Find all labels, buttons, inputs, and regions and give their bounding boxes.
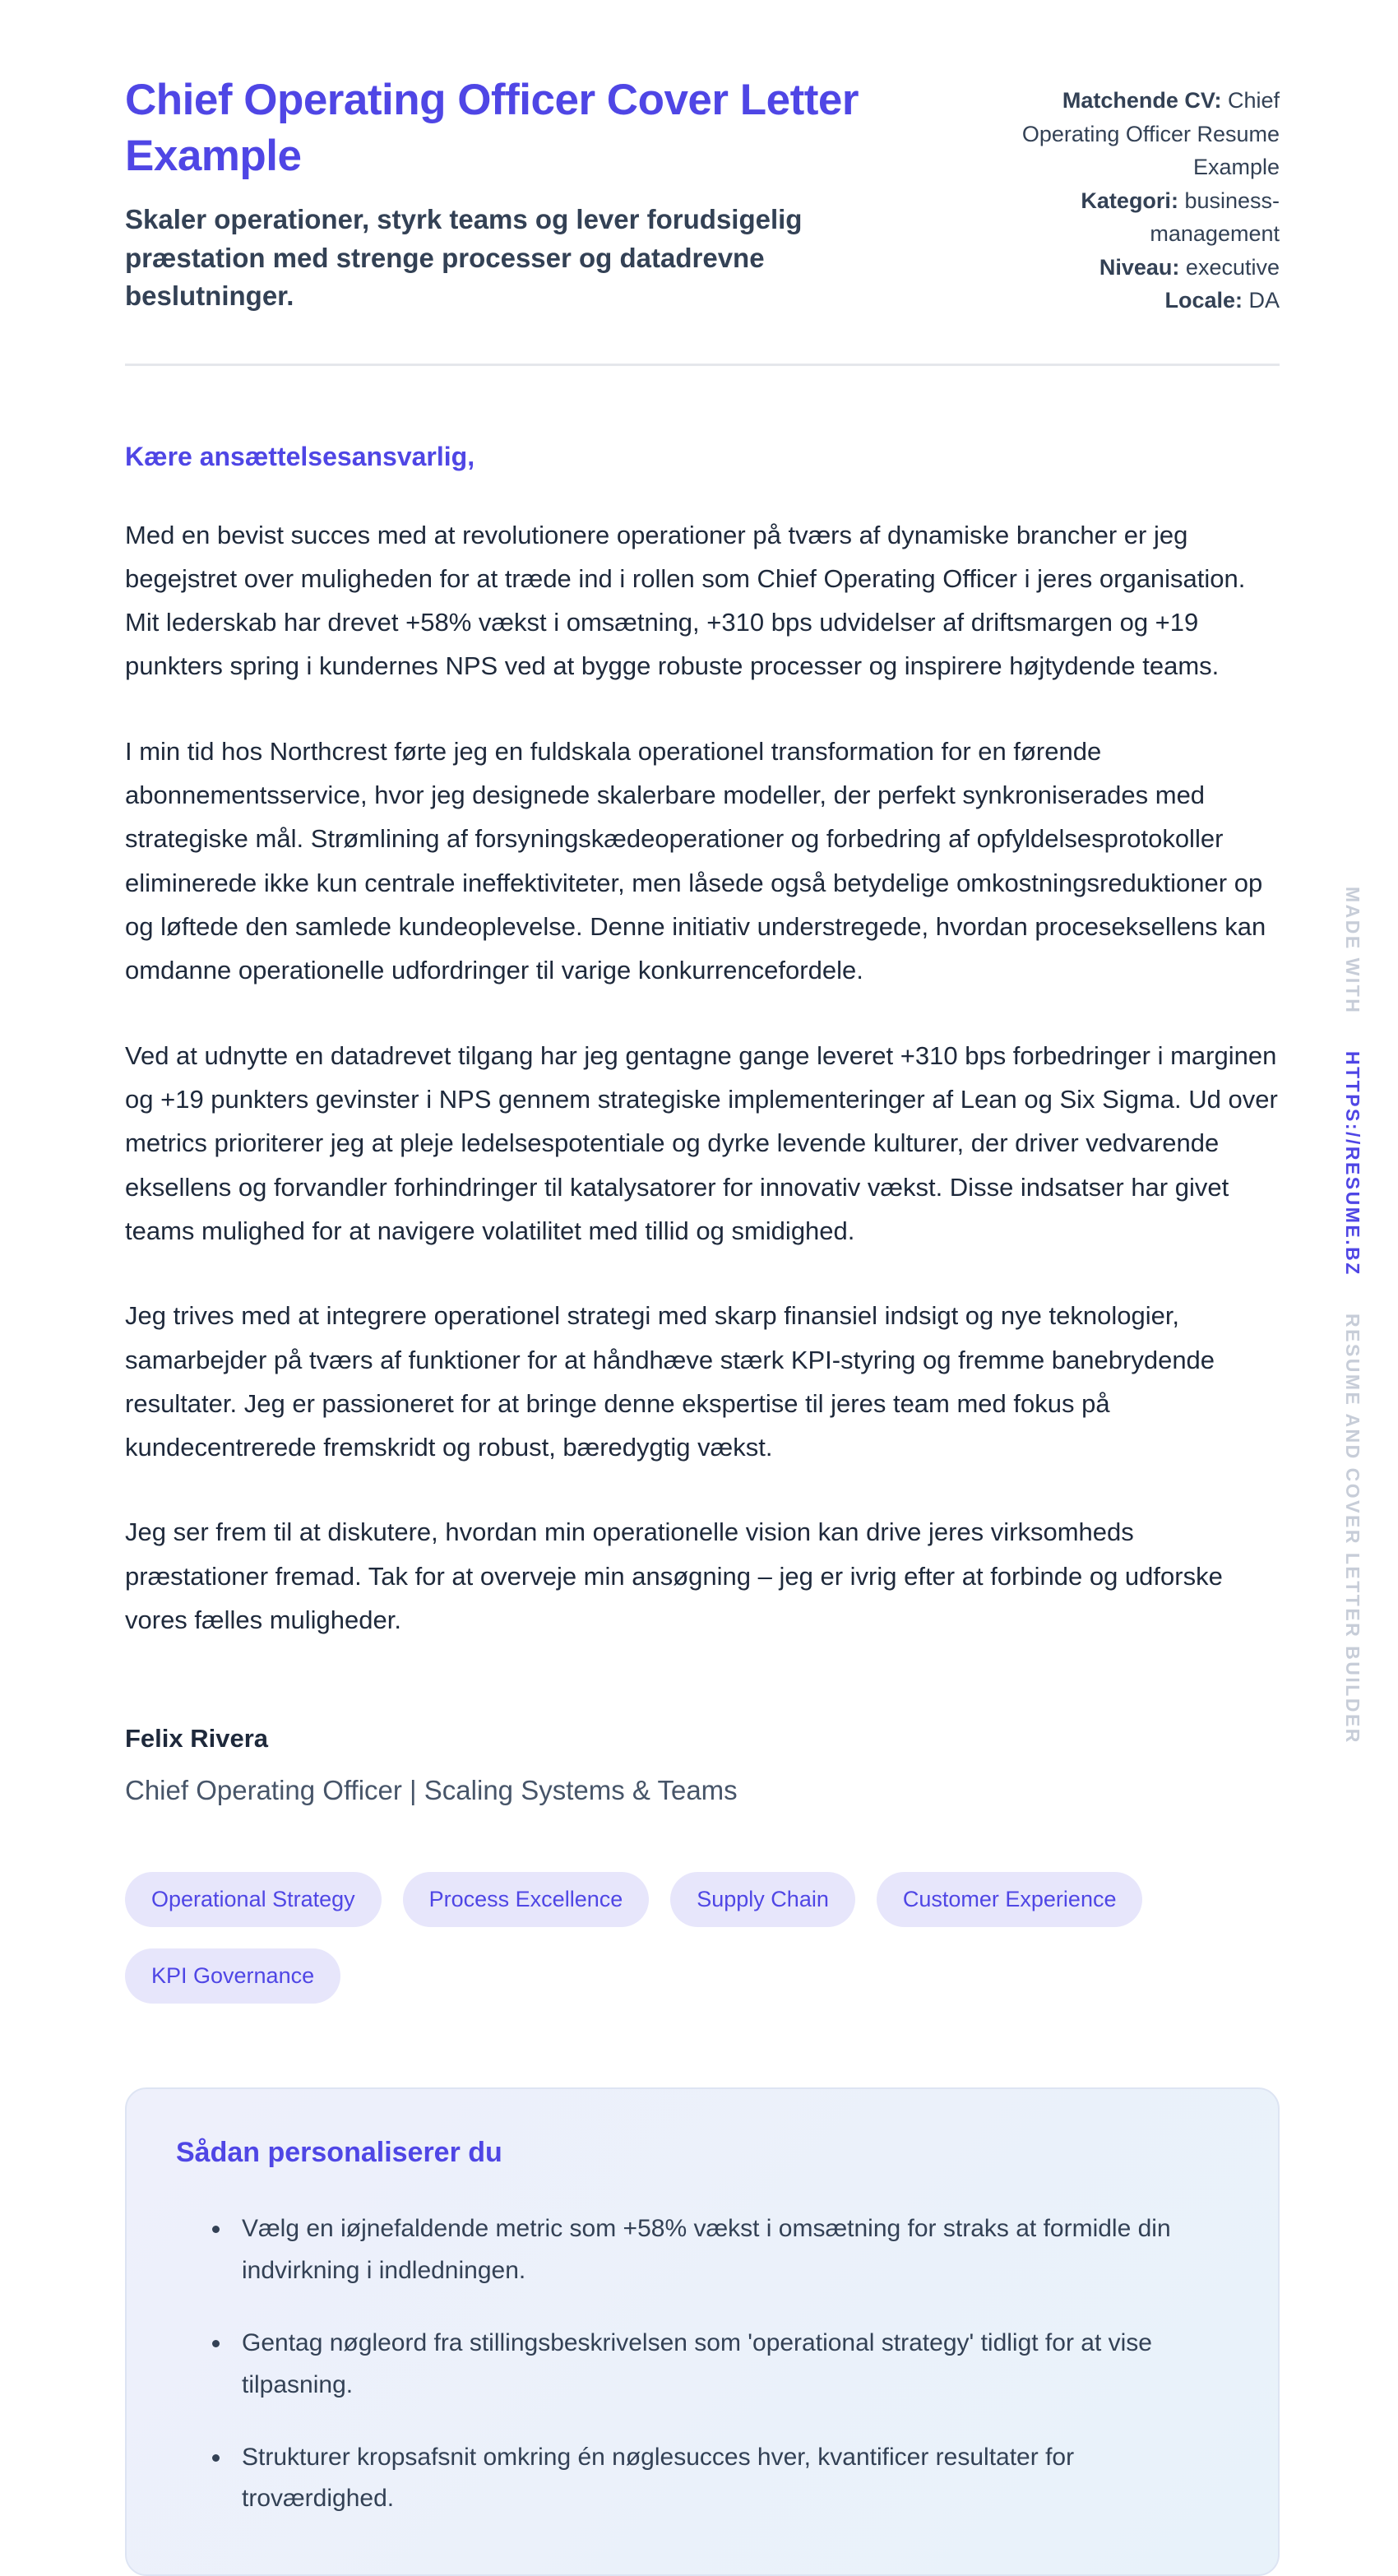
tips-title: Sådan personaliserer du — [176, 2137, 502, 2169]
tips-list — [176, 2208, 1229, 2519]
signature-name: Felix Rivera — [125, 1724, 269, 1754]
meta-level — [992, 251, 1280, 285]
letter-paragraph: Med en bevist succes med at revolutionere operationer på tværs af dynamiske brancher er jeg begejstret over muligheden for at træde ind i rollen som Chief Operating Officer i jeres organisation. Mit lederskab har drevet +58% vækst i omsætning, +310 bps udvidelser af driftsmargen og +19 punkters spring i kundernes NPS ved at bygge robuste processer og inspirere højtydende teams. — [125, 520, 1246, 681]
meta-category-label: Kategori: — [1081, 188, 1178, 213]
tips-item: • Gentag nøgleord fra stillingsbeskrivelsen som 'operational strategy' tidligt for at vise tilpasning. — [232, 2323, 1229, 2406]
tag-supply-chain[interactable]: Supply Chain — [670, 1872, 855, 1927]
meta-matching-cv — [992, 84, 1280, 184]
page-header — [125, 72, 1280, 317]
meta-matching-cv-value: Chief Operating Officer Resume Example — [1021, 88, 1280, 179]
meta-category — [992, 184, 1280, 251]
personalization-tips-box — [125, 2087, 1280, 2575]
meta-level-value: executive — [1179, 254, 1280, 280]
header-title-block — [125, 72, 992, 316]
tips-item: • Vælg en iøjnefaldende metric som +58% vækst i omsætning for straks at formidle din indvirkning i indledningen. — [232, 2208, 1229, 2291]
tag-customer-experience[interactable]: Customer Experience — [877, 1872, 1143, 1927]
watermark-resume-bz-link[interactable]: HTTPS://RESUME.BZ — [1342, 1051, 1363, 1277]
meta-locale-label: Locale: — [1164, 288, 1243, 313]
header-divider — [125, 364, 1280, 366]
signature-title: Chief Operating Officer | Scaling Systems & Teams — [125, 1775, 738, 1806]
made-with-watermark — [1341, 887, 1363, 1744]
letter-greeting: Kære ansættelsesansvarlig, — [125, 441, 475, 471]
meta-locale-value: DA — [1242, 288, 1280, 313]
letter-paragraph: Jeg ser frem til at diskutere, hvordan min operationelle vision kan drive jeres virksomheds præstationer fremad. Tak for at overveje min ansøgning – jeg er ivrig efter at forbinde og udforske vores fælles muligheder. — [125, 1517, 1223, 1635]
tips-item: • Strukturer kropsafsnit omkring én nøglesucces hver, kvantificer resultater for troværdighed. — [232, 2437, 1229, 2520]
meta-locale — [992, 284, 1280, 317]
letter-body — [125, 442, 1280, 1807]
letter-paragraph: Ved at udnytte en datadrevet tilgang har jeg gentagne gange leveret +310 bps forbedringer i marginen og +19 punkters gevinster i NPS gennem strategiske implementeringer af Lean og Six Sigma. Ud over metrics prioriterer jeg at pleje ledelsespotentiale og dyrke levende kulturer, der driver vedvarende eksellens og forvandler forhindringer til katalysatorer for innovativ vækst. Disse indsatser har givet teams mulighed for at navigere volatilitet med tillid og smidighed. — [125, 1040, 1278, 1245]
meta-matching-cv-label: Matchende CV: — [1062, 88, 1222, 113]
watermark-tagline: RESUME AND COVER LETTER BUILDER — [1342, 1313, 1363, 1744]
page-title: Chief Operating Officer Cover Letter Example — [125, 76, 859, 180]
letter-paragraph: Jeg trives med at integrere operationel strategi med skarp finansiel indsigt og nye teknologier, samarbejder på tværs af funktioner for at håndhæve stærk KPI-styring og fremme banebrydende resultater. Jeg er passioneret for at bringe denne ekspertise til jeres team med fokus på kundecentrerede fremskridt og robust, bæredygtig vækst. — [125, 1301, 1215, 1462]
meta-category-value: business-management — [1150, 188, 1280, 246]
meta-level-label: Niveau: — [1099, 254, 1180, 280]
watermark-made-with: MADE WITH — [1342, 887, 1363, 1015]
tag-kpi-governance[interactable]: KPI Governance — [125, 1948, 340, 2004]
letter-paragraph: I min tid hos Northcrest førte jeg en fuldskala operationel transformation for en førende abonnementsservice, hvor jeg designede skalerbare modeller, der perfekt synkroniserades med strategiske mål. Strømlining af forsyningskædeoperationer og forbedring af opfyldelsesprotokoller eliminerede ikke kun centrale ineffektiviteter, men låsede også betydelige omkostningsreduktioner op og løftede den samlede kundeoplevelse. Denne initiativ understregede, hvordan proceseksellens kan omdanne operationelle udfordringer til varige konkurrencefordele. — [125, 736, 1266, 985]
cover-letter-page — [125, 72, 1280, 2576]
page-subtitle: Skaler operationer, styrk teams og lever forudsigelig præstation med strenge processer og datadrevne beslutninger. — [125, 203, 803, 312]
tag-process-excellence[interactable]: Process Excellence — [403, 1872, 650, 1927]
tag-operational-strategy[interactable]: Operational Strategy — [125, 1872, 382, 1927]
meta-block — [992, 84, 1280, 317]
skill-tags — [125, 1872, 1280, 2004]
